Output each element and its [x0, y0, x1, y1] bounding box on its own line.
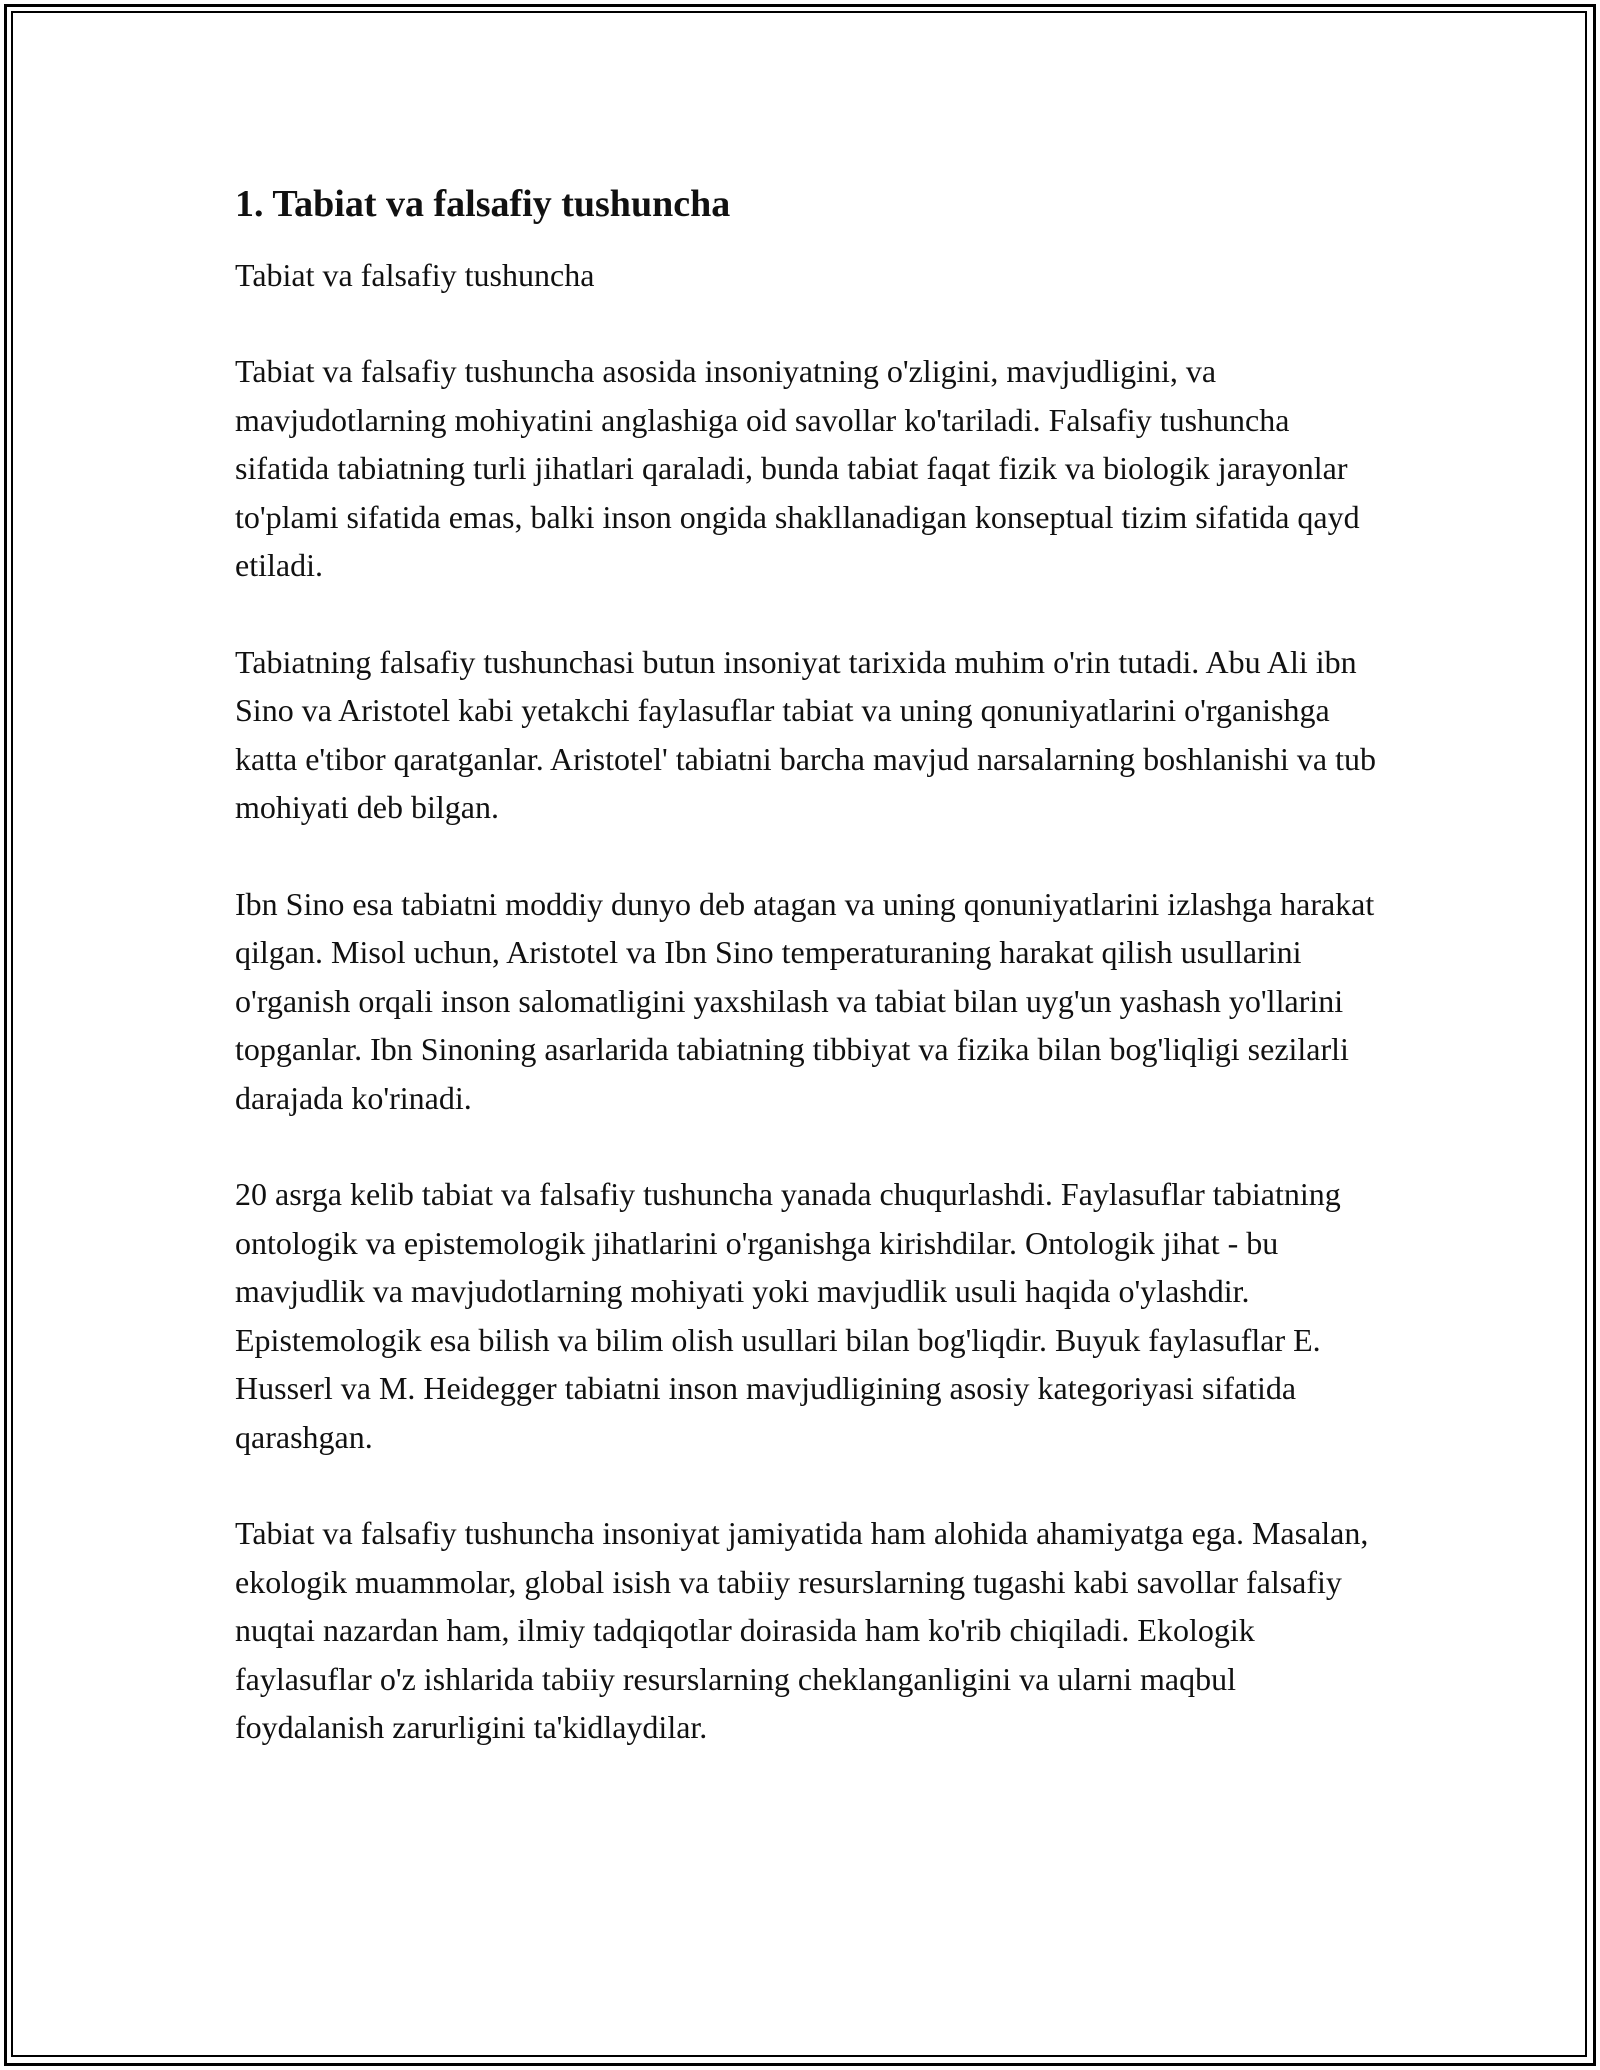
paragraph-4: 20 asrga kelib tabiat va falsafiy tushuncha yanada chuqurlashdi. Faylasuflar tabiatning ontologik va epistemologik jihatlarini o'rganishga kirishdilar. Ontologik jihat - bu mavjudlik va mavjudotlarning mohiyati yoki mavjudlik usuli haqida o'ylashdir. Epistemologik esa bilish va bilim olish usullari bilan bog'liqdir. Buyuk faylasuflar E. Husserl va M. Heidegger tabiatni inson mavjudligining asosiy kategoriyasi sifatida qarashgan.: [235, 1176, 1341, 1455]
document-body: [235, 180, 1380, 1752]
paragraph-2: Tabiatning falsafiy tushunchasi butun insoniyat tarixida muhim o'rin tutadi. Abu Ali ibn Sino va Aristotel kabi yetakchi faylasuflar tabiat va uning qonuniyatlarini o'rganishga katta e'tibor qaratganlar. Aristotel' tabiatni barcha mavjud narsalarning boshlanishi va tub mohiyati deb bilgan.: [235, 643, 1376, 826]
section-subtitle: Tabiat va falsafiy tushuncha: [235, 257, 595, 294]
paragraph-3: Ibn Sino esa tabiatni moddiy dunyo deb atagan va uning qonuniyatlarini izlashga harakat qilgan. Misol uchun, Aristotel va Ibn Sino temperaturaning harakat qilish usullarini o'rganish orqali inson salomatligini yaxshilash va tabiat bilan uyg'un yashash yo'llarini topganlar. Ibn Sinoning asarlarida tabiatning tibbiyat va fizika bilan bog'liqligi sezilarli darajada ko'rinadi.: [235, 885, 1375, 1116]
page-title: 1. Tabiat va falsafiy tushuncha: [235, 183, 731, 225]
paragraph-5: Tabiat va falsafiy tushuncha insoniyat jamiyatida ham alohida ahamiyatga ega. Masalan, ekologik muammolar, global isish va tabiiy resurslarning tugashi kabi savollar falsafiy nuqtai nazardan ham, ilmiy tadqiqotlar doirasida ham ko'rib chiqiladi. Ekologik faylasuflar o'z ishlarida tabiiy resurslarning cheklanganligini va ularni maqbul foydalanish zarurligini ta'kidlaydilar.: [235, 1515, 1369, 1746]
paragraph-1: Tabiat va falsafiy tushuncha asosida insoniyatning o'zligini, mavjudligini, va mavjudotlarning mohiyatini anglashiga oid savollar ko'tariladi. Falsafiy tushuncha sifatida tabiatning turli jihatlari qaraladi, bunda tabiat faqat fizik va biologik jarayonlar to'plami sifatida emas, balki inson ongida shakllanadigan konseptual tizim sifatida qayd etiladi.: [235, 353, 1360, 584]
